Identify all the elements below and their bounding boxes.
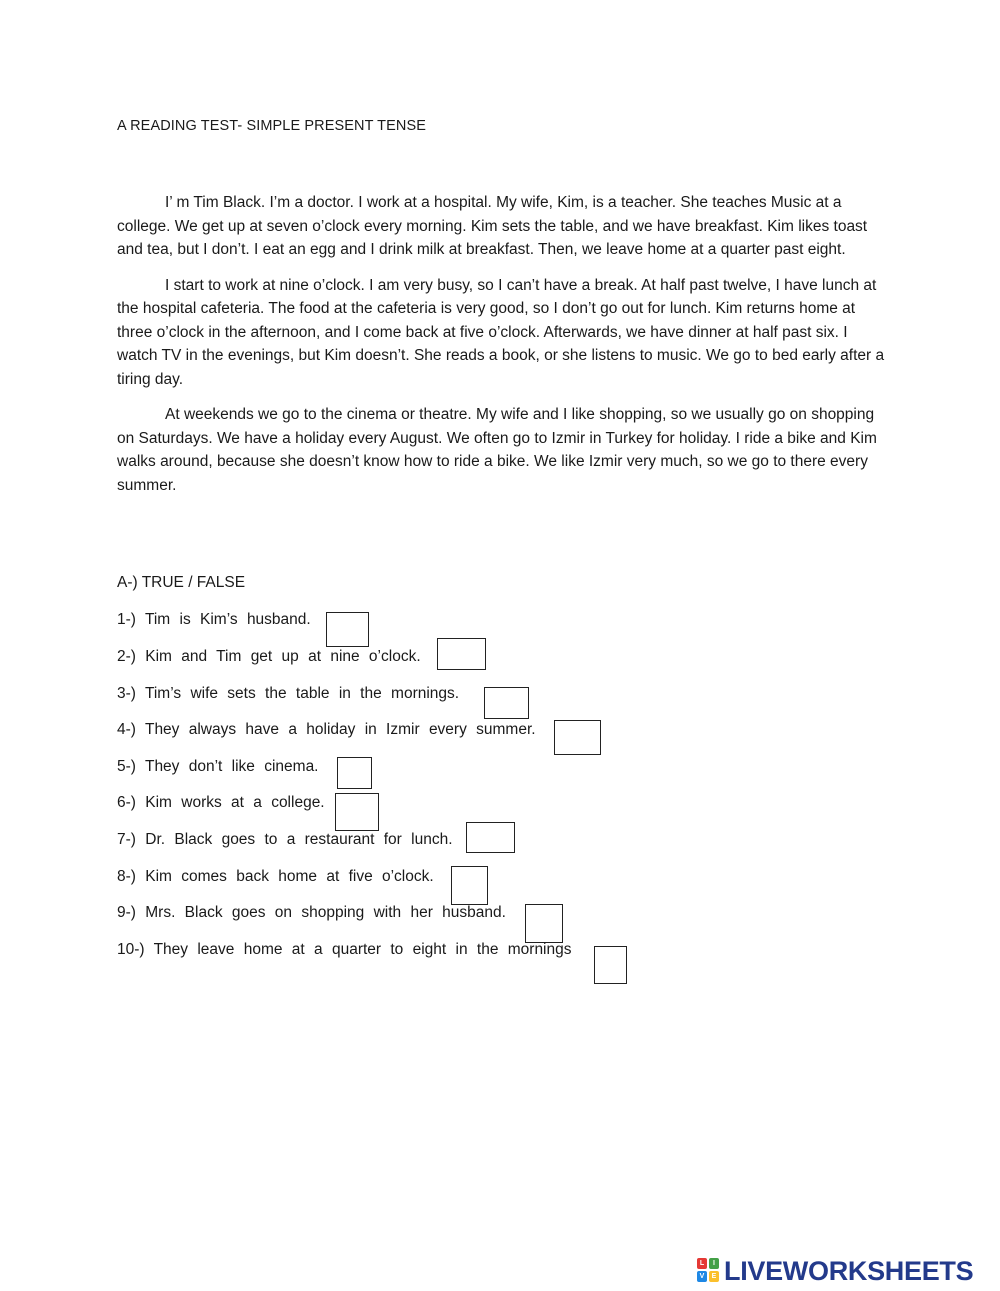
reading-passage xyxy=(117,191,887,509)
passage-paragraph: I’ m Tim Black. I’m a doctor. I work at a hospital. My wife, Kim, is a teacher. She teaches Music at a college. We get up at seven o’clock every morning. Kim sets the table, and we have breakfast. Kim likes toast and tea, but I don’t. I eat an egg and I drink milk at breakfast. Then, we leave home at a quarter past eight. xyxy=(117,194,868,258)
passage-paragraph: At weekends we go to the cinema or theatre. My wife and I like shopping, so we usually go on shopping on Saturdays. We have a holiday every August. We often go to Izmir in Turkey for holiday. I ride a bike and Kim walks around, because she doesn’t know how to ride a bike. We like Izmir very much, so we go to there every summer. xyxy=(117,406,877,494)
question-10-text: 10-) They leave home at a quarter to eight in the mornings xyxy=(117,941,572,958)
question-9-answer-box[interactable] xyxy=(525,904,563,943)
question-2-text: 2-) Kim and Tim get up at nine o’clock. xyxy=(117,648,421,665)
liveworksheets-logo xyxy=(697,1255,973,1287)
liveworksheets-logo-icon xyxy=(697,1258,721,1284)
question-2-answer-box[interactable] xyxy=(437,638,486,670)
question-7-answer-box[interactable] xyxy=(466,822,515,853)
logo-mark-tile: E xyxy=(709,1271,719,1282)
question-3-answer-box[interactable] xyxy=(484,687,529,719)
question-5-answer-box[interactable] xyxy=(337,757,372,789)
question-6-answer-box[interactable] xyxy=(335,793,379,831)
question-8-text: 8-) Kim comes back home at five o’clock. xyxy=(117,868,434,885)
question-7-text: 7-) Dr. Black goes to a restaurant for lunch. xyxy=(117,831,453,848)
question-10-answer-box[interactable] xyxy=(594,946,627,984)
question-3-text: 3-) Tim’s wife sets the table in the mornings. xyxy=(117,685,460,702)
question-5-text: 5-) They don’t like cinema. xyxy=(117,758,319,775)
question-8-answer-box[interactable] xyxy=(451,866,488,905)
logo-mark-tile: L xyxy=(697,1258,707,1269)
logo-mark-tile: I xyxy=(709,1258,719,1269)
question-6-text: 6-) Kim works at a college. xyxy=(117,794,325,811)
question-9-text: 9-) Mrs. Black goes on shopping with her husband. xyxy=(117,904,506,921)
logo-wordmark: LIVEWORKSHEETS xyxy=(724,1255,974,1286)
passage-paragraph: I start to work at nine o’clock. I am very busy, so I can’t have a break. At half past twelve, I have lunch at the hospital cafeteria. The food at the cafeteria is very good, so I don’t go out for lunch. Kim returns home at three o’clock in the afternoon, and I come back at five o’clock. Afterwards, we have dinner at half past six. I watch TV in the evenings, but Kim doesn’t. She reads a book, or she listens to music. We go to bed early after a tiring day. xyxy=(117,276,885,388)
question-4-text: 4-) They always have a holiday in Izmir every summer. xyxy=(117,721,536,738)
worksheet-title: A READING TEST- SIMPLE PRESENT TENSE xyxy=(117,118,426,134)
question-4-answer-box[interactable] xyxy=(554,720,601,755)
true-false-section-title: A-) TRUE / FALSE xyxy=(117,574,246,591)
question-1-answer-box[interactable] xyxy=(326,612,369,647)
logo-mark-tile: V xyxy=(697,1271,707,1282)
question-1-text: 1-) Tim is Kim’s husband. xyxy=(117,611,311,628)
